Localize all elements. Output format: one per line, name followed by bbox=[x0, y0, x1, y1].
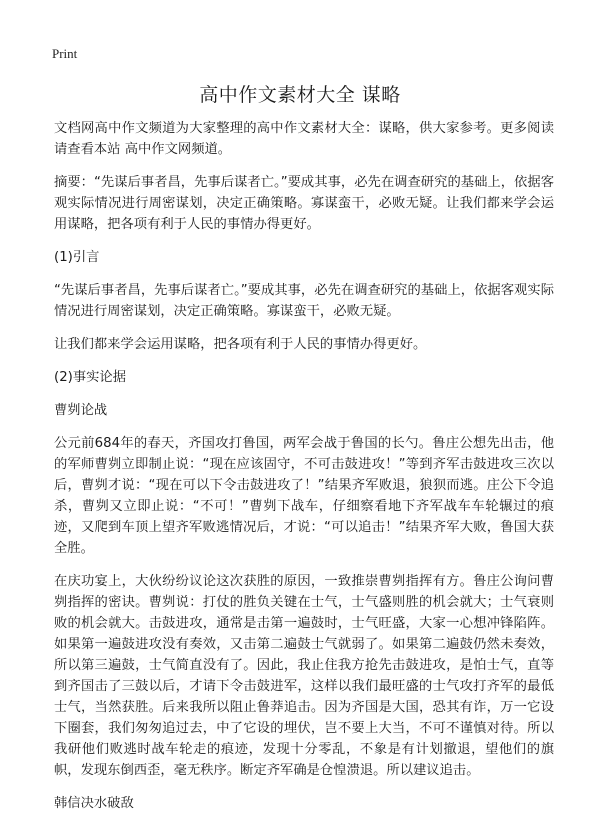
section-heading-intro: (1)引言 bbox=[54, 250, 100, 265]
story-paragraph-analysis: 在庆功宴上，大伙纷纷议论这次获胜的原因，一致推崇曹刿指挥有方。鲁庄公询问曹刿指挥的密诀。曹刿说：打仗的胜负关键在士气，士气盛则胜的机会就大；士气衰则败的机会就大。击鼓进攻，通常是击第一遍鼓时，士气旺盛，大家一心想冲锋陷阵。如果第一遍鼓进攻没有奏效，又击第二遍鼓士气就弱了。如果第二遍鼓仍然未奏效，所以第三遍鼓，士气简直没有了。因此，我止住我方抢先击鼓进攻，是怕士气，直等到齐国击了三鼓以后，才请下令击鼓进军，这样以我们最旺盛的士气攻打齐军的最低士气，当然获胜。后来我所以阻止鲁莽追击。因为齐国是大国，恐其有诈，万一它设下圈套，我们匆匆追过去，中了它设的埋伏，岂不要上大当，不可不谨慎对待。所以我研他们败逃时战车轮走的痕迹，发现十分零乱，不象是有计划撤退，望他们的旗帜，发现东倒西歪，毫无秩序。断定齐军确是仓惶溃退。所以建议追击。 bbox=[54, 574, 554, 778]
story-paragraph-battle: 公元前684年的春天，齐国攻打鲁国，两军会战于鲁国的长勺。鲁庄公想先出击，他的军师曹刿立即制止说：“现在应该固守，不可击鼓进攻！”等到齐军击鼓进攻三次以后，曹刿才说：“现在可以下令击鼓进攻了！”结果齐军败退，狼狈而逃。庄公下令追杀，曹刿又立即止说：“不可！”曹刿下战车，仔细察看地下齐军战车车轮辗过的痕迹，又爬到车顶上望齐军败逃情况后，才说：“可以追击！”结果齐军大败，鲁国大获全胜。 bbox=[54, 436, 554, 556]
page-title: 高中作文素材大全 谋略 bbox=[199, 84, 401, 106]
article-body bbox=[54, 118, 554, 826]
story-title-han-xin: 韩信决水破敌 bbox=[54, 796, 134, 811]
summary-paragraph: 摘要：“先谋后事者昌，先事后谋者亡。”要成其事，必先在调查研究的基础上，依据客观实际情况进行周密谋划，决定正确策略。寡谋蛮干，必败无疑。让我们都来学会运用谋略，把各项有利于人民的事情办得更好。 bbox=[54, 175, 554, 232]
section-heading-facts: (2)事实论据 bbox=[54, 370, 127, 385]
intro-paragraph: 文档网高中作文频道为大家整理的高中作文素材大全：谋略，供大家参考。更多阅读请查看本站 高中作文网频道。 bbox=[54, 121, 554, 157]
story-title-cao-gui: 曹刿论战 bbox=[54, 403, 108, 418]
print-link[interactable]: Print bbox=[52, 46, 78, 61]
intro-call-paragraph: 让我们都来学会运用谋略，把各项有利于人民的事情办得更好。 bbox=[54, 337, 427, 352]
intro-quote-paragraph: “先谋后事者昌，先事后谋者亡。”要成其事，必先在调查研究的基础上，依据客观实际情况进行周密谋划，决定正确策略。寡谋蛮干，必败无疑。 bbox=[54, 283, 554, 319]
